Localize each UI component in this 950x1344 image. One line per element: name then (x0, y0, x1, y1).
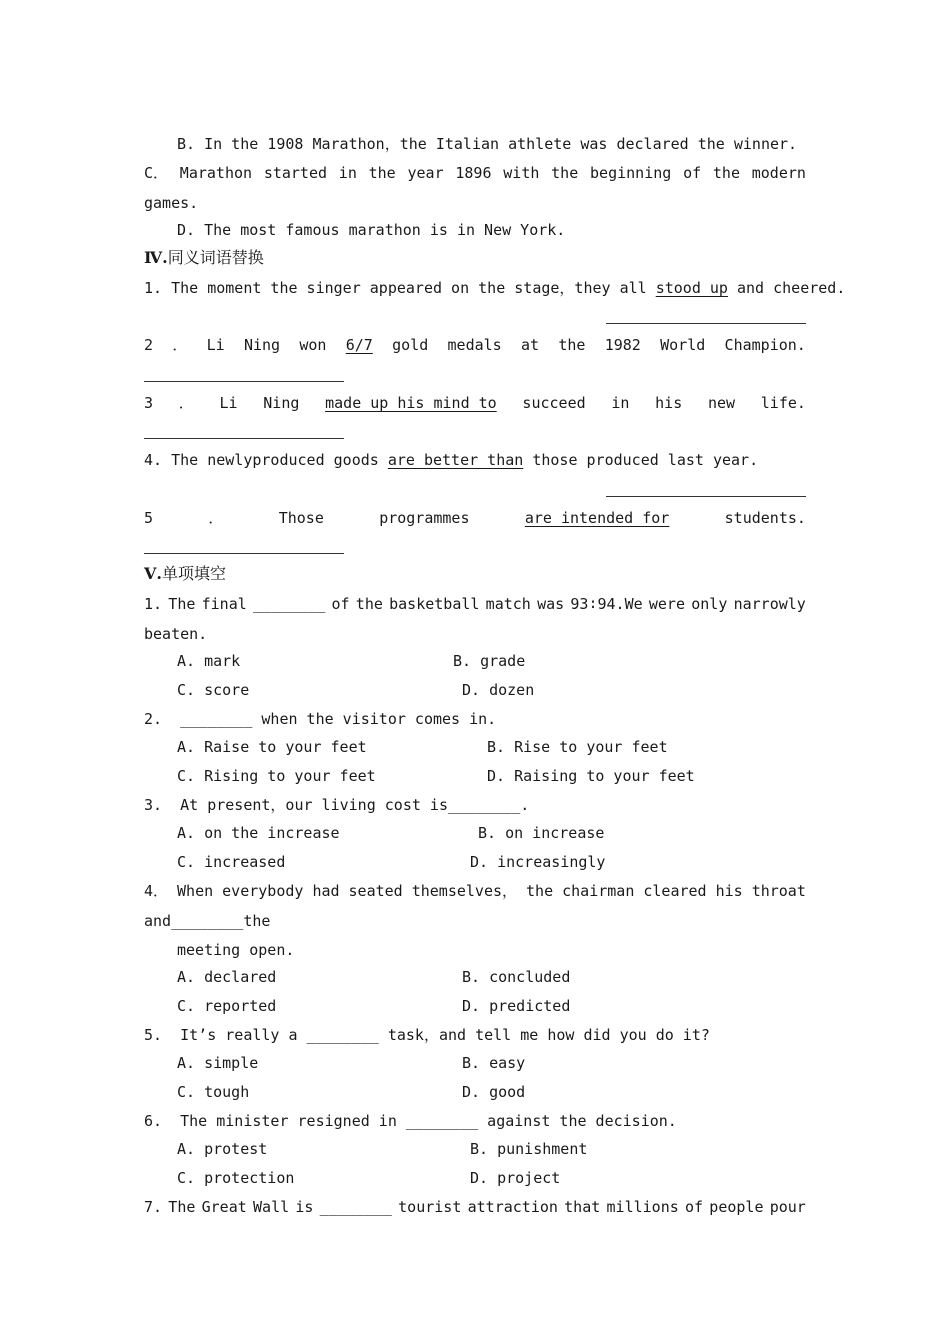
v-q1-option-a[interactable]: A. mark (177, 652, 241, 670)
v-q1-option-b[interactable]: B. grade (453, 652, 526, 670)
word: at (520, 336, 540, 354)
v-q4-option-a[interactable]: A. declared (177, 968, 277, 986)
word: the (355, 595, 383, 613)
v-q5-option-c[interactable]: C. tough (177, 1083, 250, 1101)
section-v-numeral: Ⅴ. (144, 564, 162, 583)
word: tourist (398, 1198, 462, 1216)
word: his (655, 394, 683, 412)
word: the (368, 164, 396, 182)
word: his (715, 882, 743, 900)
underlined-phrase: 6/7 (345, 336, 373, 354)
word: of (683, 164, 702, 182)
v-q1-option-c[interactable]: C. score (177, 681, 250, 699)
v-q5-option-a[interactable]: A. simple (177, 1054, 259, 1072)
word: The (168, 1198, 196, 1216)
word: 93∶94.We (570, 595, 643, 613)
word: beginning (590, 164, 672, 182)
option-c-line1 (144, 163, 806, 183)
word: themselves， (411, 882, 518, 900)
iv-q1-answer-line[interactable] (606, 323, 806, 324)
v-question-1-line2: beaten. (144, 625, 208, 643)
word: 7. (144, 1198, 163, 1216)
v-q6-option-c[interactable]: C. protection (177, 1169, 295, 1187)
word: was (537, 595, 565, 613)
word: of (331, 595, 350, 613)
word: ． (208, 509, 224, 527)
word: Li (206, 336, 225, 354)
word: millions (606, 1198, 679, 1216)
v-q3-option-a[interactable]: A. on the increase (177, 824, 340, 842)
word: year (407, 164, 444, 182)
word: gold (392, 336, 429, 354)
v-question-6: 6. The minister resigned in ________ against the decision. (144, 1112, 677, 1130)
v-q3-option-d[interactable]: D. increasingly (470, 853, 606, 871)
word: students. (724, 509, 806, 527)
word: medals (447, 336, 502, 354)
v-q6-option-b[interactable]: B. punishment (470, 1140, 588, 1158)
iv-question-1 (144, 278, 845, 298)
iv-question-5 (144, 508, 806, 528)
v-question-5: 5. It’s really a ________ task，and tell me how did you do it? (144, 1026, 710, 1044)
word: 2 (144, 336, 154, 354)
v-q5-option-d[interactable]: D. good (462, 1083, 526, 1101)
word: were (648, 595, 685, 613)
word: final (201, 595, 247, 613)
v-q2-option-d[interactable]: D. Raising to your feet (487, 767, 695, 785)
word: pour (769, 1198, 806, 1216)
underlined-phrase: made up his mind to (325, 394, 497, 412)
v-question-4-line3: meeting open. (177, 941, 295, 959)
word: with (503, 164, 540, 182)
v-q4-option-c[interactable]: C. reported (177, 997, 277, 1015)
v-q2-option-c[interactable]: C. Rising to your feet (177, 767, 376, 785)
iv-question-3 (144, 393, 806, 413)
section-iv-numeral: Ⅳ. (144, 248, 168, 267)
word: throat (751, 882, 806, 900)
word: match (485, 595, 531, 613)
word: Champion. (724, 336, 806, 354)
word: only (691, 595, 728, 613)
word: 1982 (604, 336, 641, 354)
v-q5-option-b[interactable]: B. easy (462, 1054, 526, 1072)
iv-q4-answer-line[interactable] (606, 496, 806, 497)
word: narrowly (733, 595, 806, 613)
word: the (712, 164, 740, 182)
word: Marathon (179, 164, 253, 182)
v-question-2: 2. ________ when the visitor comes in. (144, 710, 497, 728)
v-question-4-line1 (144, 881, 806, 901)
word: cleared (643, 882, 707, 900)
section-v-heading (144, 564, 226, 584)
word: of (685, 1198, 704, 1216)
v-q6-option-a[interactable]: A. protest (177, 1140, 268, 1158)
iv-q4-text: 4. The newlyproduced goods (144, 451, 388, 469)
word: attraction (467, 1198, 558, 1216)
word: is (295, 1198, 314, 1216)
word: Those (278, 509, 324, 527)
v-q6-option-d[interactable]: D. project (470, 1169, 561, 1187)
v-q3-option-b[interactable]: B. on increase (478, 824, 605, 842)
word: won (299, 336, 327, 354)
word: succeed (522, 394, 586, 412)
iv-q2-answer-line[interactable] (144, 381, 344, 382)
word: C． (144, 164, 169, 182)
word: The (168, 595, 196, 613)
word: Li (219, 394, 238, 412)
v-question-1-line1 (144, 594, 806, 614)
word: programmes (379, 509, 470, 527)
iv-question-4 (144, 450, 758, 470)
word: that (564, 1198, 601, 1216)
word: Ning (243, 336, 281, 354)
word: new (707, 394, 736, 412)
v-q3-option-c[interactable]: C. increased (177, 853, 286, 871)
word: started (263, 164, 328, 182)
iv-q4-text-end: those produced last year. (523, 451, 759, 469)
iv-q1-text: 1. The moment the singer appeared on the stage，they all (144, 279, 656, 297)
word: 1. (144, 595, 163, 613)
word: in (338, 164, 357, 182)
word: ． (172, 336, 188, 354)
word: 3 (144, 394, 154, 412)
iv-question-2 (144, 335, 806, 355)
option-c-line2: games. (144, 194, 199, 212)
word: people (709, 1198, 764, 1216)
word: Ning (263, 394, 300, 412)
word: ． (178, 394, 194, 412)
word: in (611, 394, 630, 412)
word: basketball (389, 595, 480, 613)
iv-q3-answer-line[interactable] (144, 438, 344, 439)
word: everybody (222, 882, 304, 900)
section-iv-heading (144, 248, 264, 268)
v-question-3: 3. At present，our living cost is________. (144, 796, 530, 814)
word: chairman (562, 882, 635, 900)
word: ________ (319, 1198, 392, 1216)
section-iv-title: 同义词语替换 (167, 248, 264, 267)
iv-q4-underlined: are better than (387, 451, 524, 469)
option-d: D. The most famous marathon is in New York. (177, 221, 566, 239)
v-q4-option-b[interactable]: B. concluded (462, 968, 571, 986)
v-q2-option-b[interactable]: B. Rise to your feet (487, 738, 668, 756)
word: When (177, 882, 214, 900)
word: the (558, 336, 586, 354)
section-v-title: 单项填空 (161, 564, 226, 583)
word: the (551, 164, 579, 182)
word: 4． (144, 882, 169, 900)
v-q2-option-a[interactable]: A. Raise to your feet (177, 738, 367, 756)
v-q1-option-d[interactable]: D. dozen (462, 681, 535, 699)
iv-q5-answer-line[interactable] (144, 553, 344, 554)
word: had (312, 882, 340, 900)
word: ________ (253, 595, 326, 613)
word: World (660, 336, 706, 354)
word: modern (751, 164, 806, 182)
v-q4-option-d[interactable]: D. predicted (462, 997, 571, 1015)
underlined-phrase: are intended for (524, 509, 670, 527)
word: Great (201, 1198, 247, 1216)
word: Wall (253, 1198, 290, 1216)
word: 5 (144, 509, 154, 527)
word: seated (348, 882, 403, 900)
option-b: B. In the 1908 Marathon，the Italian athlete was declared the winner. (177, 135, 798, 153)
v-question-4-line2: and________the (144, 912, 271, 930)
word: life. (760, 394, 806, 412)
v-question-7-line1 (144, 1197, 806, 1217)
word: 1896 (455, 164, 492, 182)
iv-q1-underlined: stood up (655, 279, 728, 297)
iv-q1-text-end: and cheered. (727, 279, 846, 297)
word: the (526, 882, 554, 900)
